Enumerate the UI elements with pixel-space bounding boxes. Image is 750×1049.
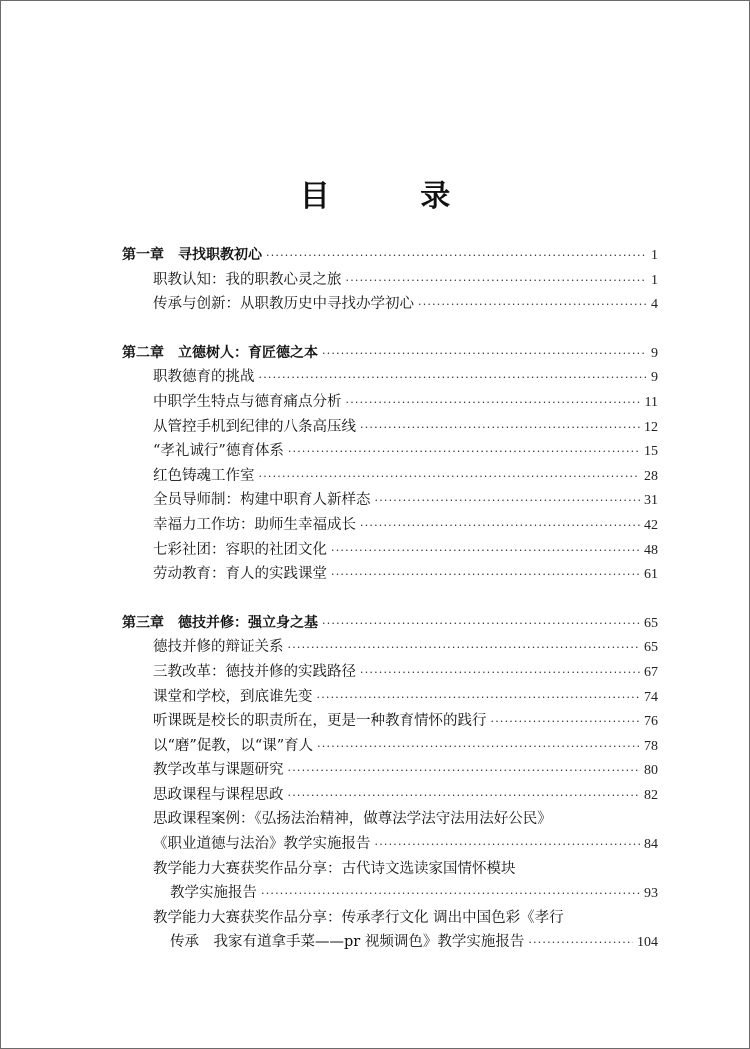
dot-leader [375,833,641,858]
toc-entry[interactable] [122,709,658,734]
page-number: 67 [644,664,658,680]
entry-title: 劳动教育：育人的实践课堂 [153,566,327,583]
entry-title: 思政课程与课程思政 [153,786,284,803]
page-number: 9 [651,370,658,386]
entry-title: 思政课程案例：《弘扬法治精神，做尊法学法守法用法好公民》 [153,811,552,828]
page-number: 11 [644,394,658,410]
page-number: 76 [644,714,658,730]
toc-entry-continuation[interactable] [122,930,658,955]
entry-title-continuation: 《职业道德与法治》教学实施报告 [153,836,371,853]
page-number: 74 [644,689,658,705]
page-number: 82 [644,787,658,803]
toc-entry-continuation[interactable] [122,881,658,906]
page-number: 1 [651,248,658,263]
entry-title: 七彩社团：容职的社团文化 [153,541,327,558]
dot-leader [360,661,640,686]
dot-leader [331,539,640,564]
toc-entry[interactable] [122,807,658,832]
entry-title: 教学能力大赛获奖作品分享：古代诗文选读家国情怀模块 [153,860,516,877]
chapter-number: 第一章 [122,247,164,263]
chapter-number: 第三章 [122,614,164,631]
dot-leader [360,514,640,539]
entry-title: 中职学生特点与德育痛点分析 [153,393,342,410]
entry-title: 三教改革：德技并修的实践路径 [153,663,356,680]
page-number: 78 [644,738,658,754]
page-number: 42 [644,517,658,533]
page-number: 93 [644,886,658,902]
toc-entry[interactable] [122,734,658,759]
toc-entry[interactable] [122,292,658,317]
page-number: 31 [644,493,658,509]
entry-title: 从管控手机到纪律的八条高压线 [153,418,356,435]
dot-leader [261,882,640,907]
entry-title: 职教德育的挑战 [153,369,255,386]
page-number: 1 [651,272,658,288]
entry-title: 幸福力工作坊：助师生幸福成长 [153,516,356,533]
chapter-title: 寻找职教初心 [178,247,262,263]
entry-title: 全员导师制：构建中职育人新样态 [153,492,371,509]
page-number: 12 [644,419,658,435]
toc-entry[interactable] [122,538,658,563]
entry-title-continuation: 教学实施报告 [170,885,257,902]
dot-leader [317,735,640,760]
dot-leader [259,465,641,490]
dot-leader [317,686,641,711]
toc-entry[interactable] [122,857,658,882]
entry-title: 传承与创新：从职教历史中寻找办学初心 [153,296,414,313]
page-number: 61 [644,567,658,583]
dot-leader [528,931,633,956]
entry-title-continuation: 传承 我家有道拿手菜——pr 视频调色》教学实施报告 [170,934,525,951]
entry-title: 职教认知：我的职教心灵之旅 [153,271,342,288]
entry-title: 红色铸魂工作室 [153,467,255,484]
page-number: 9 [651,345,658,361]
entry-title: 德技并修的辩证关系 [153,639,284,656]
entry-title: 以“磨”促教，以“课”育人 [153,737,314,754]
toc-entry[interactable] [122,365,658,390]
page-number: 65 [644,640,658,656]
toc-entry[interactable] [122,439,658,464]
entry-title: 听课既是校长的职责所在，更是一种教育情怀的践行 [153,713,487,730]
dot-leader [375,489,641,514]
chapter-title: 立德树人：育匠德之本 [178,344,318,361]
toc-entry[interactable] [122,783,658,808]
entry-title: 课堂和学校，到底谁先变 [153,688,313,705]
toc-chapter-heading[interactable] [122,243,658,268]
toc-chapter-heading[interactable] [122,611,658,636]
dot-leader [259,366,648,391]
toc-entry[interactable] [122,513,658,538]
dot-leader [360,416,640,441]
dot-leader [266,244,647,269]
dot-leader [418,293,647,318]
dot-leader [288,636,641,661]
page-number: 104 [637,935,658,951]
toc-entry[interactable] [122,415,658,440]
page-number: 4 [651,297,658,313]
page-number: 28 [644,468,658,484]
toc-entry[interactable] [122,758,658,783]
page-number: 65 [644,615,658,631]
chapter-title: 德技并修：强立身之基 [178,614,318,631]
toc-entry[interactable] [122,660,658,685]
toc-entry[interactable] [122,562,658,587]
toc-entry[interactable] [122,685,658,710]
entry-title: “孝礼诚行”德育体系 [153,443,284,460]
entry-title: 教学能力大赛获奖作品分享：传承孝行文化 调出中国色彩《孝行 [153,909,564,926]
toc-chapter-heading[interactable] [122,341,658,366]
page-number: 84 [644,837,658,853]
chapter-number: 第二章 [122,344,164,361]
entry-title: 教学改革与课题研究 [153,762,284,779]
dot-leader [322,612,640,637]
page-title: 目 录 [299,179,491,214]
toc-entry[interactable] [122,635,658,660]
dot-leader [346,269,648,294]
toc-chapter-1 [122,243,658,317]
table-of-contents [122,243,658,979]
toc-entry[interactable] [122,268,658,293]
toc-chapter-3 [122,611,658,955]
dot-leader [491,710,641,735]
page-number: 80 [644,763,658,779]
dot-leader [288,440,640,465]
toc-entry[interactable] [122,906,658,931]
dot-leader [288,784,641,809]
toc-entry[interactable] [122,464,658,489]
toc-entry-continuation[interactable] [122,832,658,857]
toc-entry[interactable] [122,488,658,513]
dot-leader [331,563,640,588]
toc-entry[interactable] [122,390,658,415]
dot-leader [346,391,641,416]
dot-leader [322,342,647,367]
page-number: 15 [644,444,658,460]
toc-chapter-2 [122,341,658,587]
dot-leader [288,759,641,784]
page-number: 48 [644,542,658,558]
